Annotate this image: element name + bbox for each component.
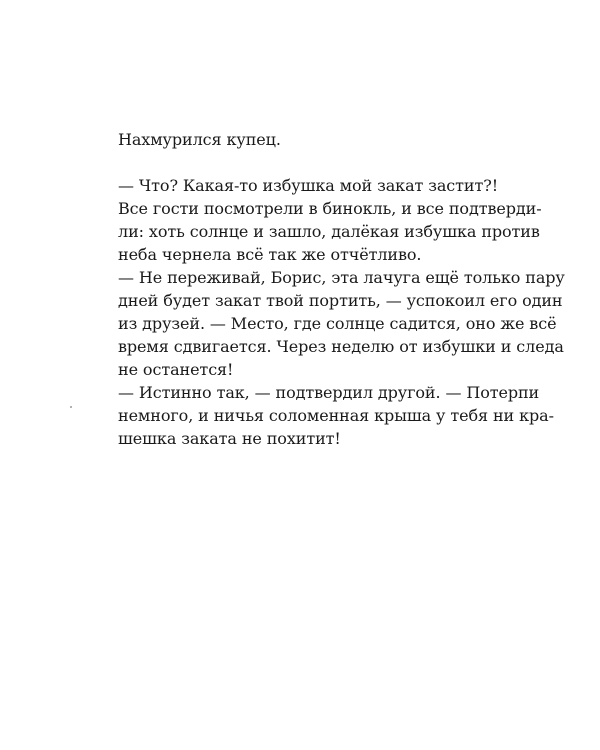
text-line-13: шешка заката не похитит! [118, 429, 341, 448]
text-line-8: из друзей. — Место, где солнце садится, оно же всё [118, 314, 557, 333]
text-line-6: — Не переживай, Борис, эта лачуга ещё только пару [118, 268, 565, 287]
paper-speck [70, 406, 72, 408]
text-line-2: — Что? Какая-то избушка мой закат застит?! [118, 176, 499, 195]
text-line-9: время сдвигается. Через неделю от избушки и следа [118, 337, 564, 356]
text-line-7: дней будет закат твой портить, — успокоил его один [118, 291, 563, 310]
text-line-11: — Истинно так, — подтвердил другой. — Потерпи [118, 383, 540, 402]
text-line-1: Нахмурился купец. [118, 130, 281, 149]
text-line-12: немного, и ничья соломенная крыша у тебя ни кра- [118, 406, 554, 425]
text-line-10: не останется! [118, 360, 234, 379]
text-line-4: ли: хоть солнце и зашло, далёкая избушка против [118, 222, 540, 241]
page-text [118, 128, 565, 450]
text-line-5: неба чернела всё так же отчётливо. [118, 245, 422, 264]
text-line-3: Все гости посмотрели в бинокль, и все подтверди- [118, 199, 542, 218]
paragraph-gap [118, 151, 490, 174]
